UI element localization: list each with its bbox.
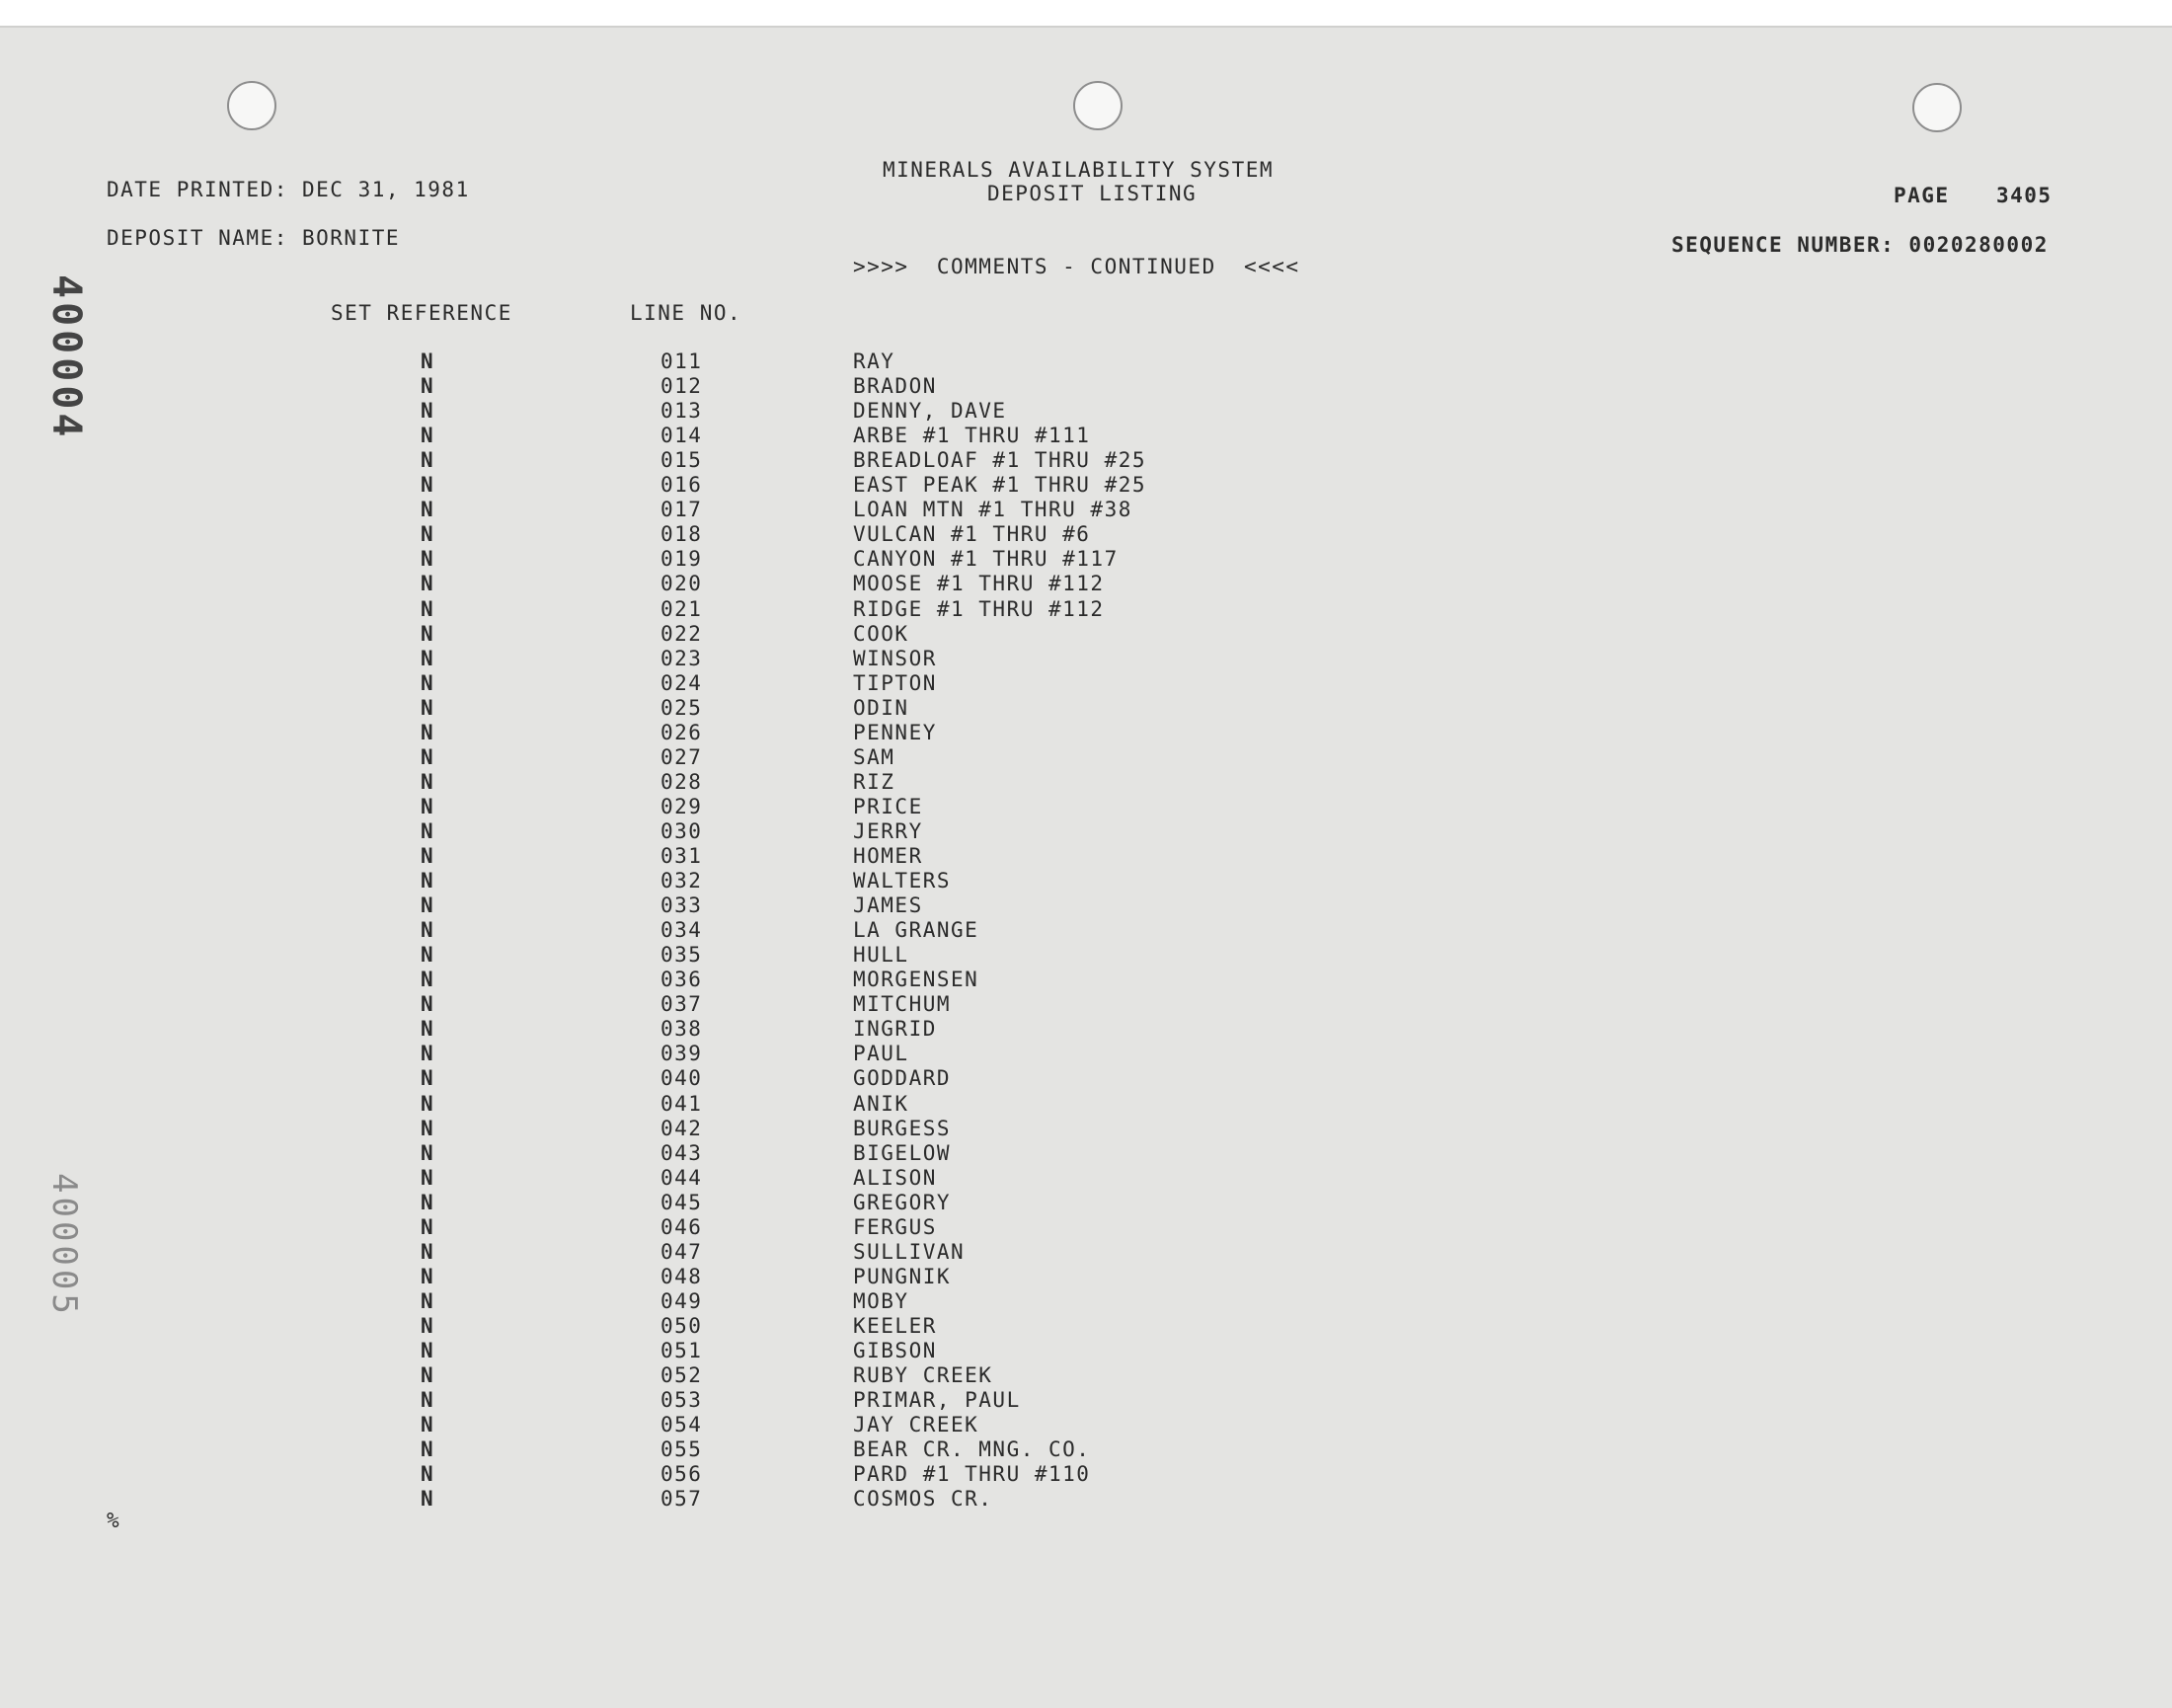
- set-reference-cell: N: [421, 818, 435, 843]
- comment-cell: KEELER: [853, 1313, 937, 1338]
- line-no-cell: 017: [660, 498, 703, 522]
- comment-cell: ALISON: [853, 1165, 937, 1190]
- line-no-cell: 029: [660, 794, 703, 818]
- table-row: [0, 918, 1283, 943]
- set-reference-cell: N: [421, 769, 435, 794]
- set-reference-cell: N: [421, 646, 435, 670]
- binder-hole-center: [1073, 81, 1123, 130]
- set-reference-cell: N: [421, 1437, 435, 1462]
- line-no-cell: 053: [660, 1388, 703, 1413]
- table-row: [0, 1289, 1283, 1314]
- table-row: [0, 597, 1283, 622]
- line-no-cell: 015: [660, 448, 703, 473]
- set-reference-cell: N: [421, 498, 435, 522]
- set-reference-cell: N: [421, 522, 435, 547]
- line-no-cell: 044: [660, 1165, 703, 1190]
- table-row: [0, 1314, 1283, 1339]
- line-no-cell: 016: [660, 473, 703, 498]
- section-title: >>>> COMMENTS - CONTINUED <<<<: [853, 255, 1300, 278]
- comment-cell: WALTERS: [853, 869, 952, 893]
- comment-cell: COOK: [853, 621, 909, 646]
- set-reference-cell: N: [421, 621, 435, 646]
- table-row: [0, 1042, 1283, 1066]
- line-no-cell: 021: [660, 596, 703, 621]
- set-reference-cell: N: [421, 844, 435, 868]
- line-no-cell: 020: [660, 572, 703, 596]
- margin-stamp-lower: 400005: [44, 1173, 84, 1318]
- table-row: [0, 893, 1283, 918]
- system-title: MINERALS AVAILABILITY SYSTEM: [883, 158, 1275, 182]
- table-row: [0, 1215, 1283, 1240]
- set-reference-cell: N: [421, 1462, 435, 1487]
- comment-cell: PARD #1 THRU #110: [853, 1462, 1091, 1487]
- set-reference-cell: N: [421, 448, 435, 473]
- table-row: [0, 1462, 1283, 1487]
- page-label: PAGE: [1894, 184, 1950, 207]
- table-row: [0, 844, 1283, 869]
- set-reference-cell: N: [421, 918, 435, 943]
- set-reference-cell: N: [421, 374, 435, 399]
- line-no-cell: 034: [660, 918, 703, 943]
- line-no-cell: 046: [660, 1214, 703, 1239]
- table-row: [0, 1240, 1283, 1265]
- set-reference-cell: N: [421, 1042, 435, 1066]
- line-no-cell: 011: [660, 349, 703, 373]
- line-no-cell: 040: [660, 1066, 703, 1091]
- table-row: [0, 1388, 1283, 1413]
- table-row: [0, 1117, 1283, 1141]
- table-row: [0, 1413, 1283, 1437]
- table-row: [0, 671, 1283, 696]
- set-reference-cell: N: [421, 1264, 435, 1288]
- set-reference-cell: N: [421, 1313, 435, 1338]
- set-reference-cell: N: [421, 992, 435, 1017]
- comment-cell: ODIN: [853, 695, 909, 720]
- table-row: [0, 745, 1283, 770]
- line-no-cell: 031: [660, 844, 703, 868]
- table-row: [0, 770, 1283, 795]
- table-row: [0, 424, 1283, 448]
- comment-cell: PUNGNIK: [853, 1264, 952, 1288]
- set-reference-cell: N: [421, 1116, 435, 1140]
- line-no-cell: 033: [660, 893, 703, 918]
- binder-hole-right: [1912, 83, 1962, 132]
- comment-cell: PAUL: [853, 1042, 909, 1066]
- set-reference-cell: N: [421, 744, 435, 769]
- line-no-cell: 025: [660, 695, 703, 720]
- set-reference-cell: N: [421, 1363, 435, 1388]
- line-no-cell: 041: [660, 1091, 703, 1116]
- line-no-cell: 048: [660, 1264, 703, 1288]
- comment-cell: JAY CREEK: [853, 1413, 979, 1437]
- line-no-cell: 045: [660, 1190, 703, 1214]
- comment-cell: LOAN MTN #1 THRU #38: [853, 498, 1132, 522]
- comment-cell: ANIK: [853, 1091, 909, 1116]
- comment-cell: LA GRANGE: [853, 918, 979, 943]
- page-number: 3405: [1996, 184, 2053, 207]
- set-reference-cell: N: [421, 1487, 435, 1512]
- line-no-cell: 023: [660, 646, 703, 670]
- table-row: [0, 1487, 1283, 1512]
- line-no-cell: 027: [660, 744, 703, 769]
- comment-cell: BRADON: [853, 374, 937, 399]
- comment-cell: TIPTON: [853, 670, 937, 695]
- comment-cell: FERGUS: [853, 1214, 937, 1239]
- set-reference-cell: N: [421, 720, 435, 744]
- table-row: [0, 1141, 1283, 1166]
- set-reference-cell: N: [421, 547, 435, 572]
- set-reference-cell: N: [421, 596, 435, 621]
- listing-title: DEPOSIT LISTING: [987, 182, 1198, 205]
- table-row: [0, 819, 1283, 844]
- comment-cell: ARBE #1 THRU #111: [853, 424, 1091, 448]
- comment-cell: EAST PEAK #1 THRU #25: [853, 473, 1147, 498]
- set-reference-cell: N: [421, 399, 435, 424]
- comment-cell: BEAR CR. MNG. CO.: [853, 1437, 1091, 1462]
- binder-hole-left: [227, 81, 276, 130]
- set-reference-cell: N: [421, 473, 435, 498]
- line-no-cell: 055: [660, 1437, 703, 1462]
- table-row: [0, 943, 1283, 968]
- set-reference-cell: N: [421, 424, 435, 448]
- table-row: [0, 795, 1283, 819]
- line-no-cell: 030: [660, 818, 703, 843]
- set-reference-cell: N: [421, 1165, 435, 1190]
- set-reference-cell: N: [421, 893, 435, 918]
- line-no-cell: 026: [660, 720, 703, 744]
- comment-cell: VULCAN #1 THRU #6: [853, 522, 1091, 547]
- comment-cell: MORGENSEN: [853, 968, 979, 992]
- comment-cell: SAM: [853, 744, 895, 769]
- line-no-cell: 035: [660, 943, 703, 968]
- margin-stamp-upper: 400004: [43, 274, 89, 441]
- comment-cell: BREADLOAF #1 THRU #25: [853, 448, 1147, 473]
- set-reference-cell: N: [421, 794, 435, 818]
- line-no-cell: 054: [660, 1413, 703, 1437]
- deposit-name: DEPOSIT NAME: BORNITE: [107, 226, 401, 250]
- line-no-cell: 024: [660, 670, 703, 695]
- set-reference-cell: N: [421, 968, 435, 992]
- set-reference-cell: N: [421, 869, 435, 893]
- table-row: [0, 869, 1283, 893]
- line-no-cell: 019: [660, 547, 703, 572]
- set-reference-cell: N: [421, 1066, 435, 1091]
- sequence-number: SEQUENCE NUMBER: 0020280002: [1671, 233, 2049, 257]
- set-reference-cell: N: [421, 1239, 435, 1264]
- table-row: [0, 374, 1283, 399]
- line-no-cell: 050: [660, 1313, 703, 1338]
- set-reference-cell: N: [421, 695, 435, 720]
- set-reference-cell: N: [421, 1413, 435, 1437]
- table-row: [0, 992, 1283, 1017]
- column-header-set-reference: SET REFERENCE: [331, 301, 512, 325]
- column-header-line-no: LINE NO.: [630, 301, 742, 325]
- comment-cell: HOMER: [853, 844, 923, 868]
- line-no-cell: 043: [660, 1140, 703, 1165]
- set-reference-cell: N: [421, 349, 435, 373]
- line-no-cell: 056: [660, 1462, 703, 1487]
- line-no-cell: 022: [660, 621, 703, 646]
- table-row: [0, 399, 1283, 424]
- set-reference-cell: N: [421, 1339, 435, 1362]
- table-row: [0, 1017, 1283, 1042]
- comment-cell: GREGORY: [853, 1190, 952, 1214]
- set-reference-cell: N: [421, 1140, 435, 1165]
- comment-cell: GIBSON: [853, 1339, 937, 1362]
- comment-cell: WINSOR: [853, 646, 937, 670]
- table-row: [0, 1437, 1283, 1462]
- set-reference-cell: N: [421, 943, 435, 968]
- set-reference-cell: N: [421, 1017, 435, 1042]
- comment-cell: PRICE: [853, 794, 923, 818]
- printout-page: [0, 26, 2172, 1708]
- table-row: [0, 968, 1283, 992]
- line-no-cell: 038: [660, 1017, 703, 1042]
- comment-cell: HULL: [853, 943, 909, 968]
- comment-cell: GODDARD: [853, 1066, 952, 1091]
- table-row: [0, 522, 1283, 547]
- comment-cell: PRIMAR, PAUL: [853, 1388, 1021, 1413]
- table-row: [0, 1191, 1283, 1215]
- line-no-cell: 042: [660, 1116, 703, 1140]
- set-reference-cell: N: [421, 572, 435, 596]
- table-row: [0, 622, 1283, 647]
- comment-cell: RUBY CREEK: [853, 1363, 993, 1388]
- date-printed: DATE PRINTED: DEC 31, 1981: [107, 178, 470, 201]
- comment-cell: INGRID: [853, 1017, 937, 1042]
- table-row: [0, 1363, 1283, 1388]
- table-row: [0, 547, 1283, 572]
- comment-cell: MITCHUM: [853, 992, 952, 1017]
- table-row: [0, 572, 1283, 596]
- line-no-cell: 032: [660, 869, 703, 893]
- comment-cell: PENNEY: [853, 720, 937, 744]
- table-row: [0, 349, 1283, 374]
- line-no-cell: 057: [660, 1487, 703, 1512]
- comment-cell: MOOSE #1 THRU #112: [853, 572, 1105, 596]
- set-reference-cell: N: [421, 1091, 435, 1116]
- table-row: [0, 1265, 1283, 1289]
- set-reference-cell: N: [421, 1214, 435, 1239]
- set-reference-cell: N: [421, 670, 435, 695]
- table-row: [0, 473, 1283, 498]
- comment-cell: DENNY, DAVE: [853, 399, 1007, 424]
- comment-cell: RIZ: [853, 769, 895, 794]
- set-reference-cell: N: [421, 1288, 435, 1313]
- line-no-cell: 037: [660, 992, 703, 1017]
- line-no-cell: 013: [660, 399, 703, 424]
- line-no-cell: 018: [660, 522, 703, 547]
- comment-cell: SULLIVAN: [853, 1239, 966, 1264]
- table-row: [0, 1339, 1283, 1363]
- line-no-cell: 036: [660, 968, 703, 992]
- table-row: [0, 1066, 1283, 1091]
- comment-cell: BIGELOW: [853, 1140, 952, 1165]
- table-row: [0, 647, 1283, 671]
- line-no-cell: 052: [660, 1363, 703, 1388]
- line-no-cell: 051: [660, 1339, 703, 1362]
- line-no-cell: 028: [660, 769, 703, 794]
- footer-mark: %: [107, 1509, 121, 1532]
- line-no-cell: 047: [660, 1239, 703, 1264]
- comment-cell: JERRY: [853, 818, 923, 843]
- set-reference-cell: N: [421, 1190, 435, 1214]
- table-row: [0, 448, 1283, 473]
- table-row: [0, 498, 1283, 522]
- line-no-cell: 039: [660, 1042, 703, 1066]
- table-row: [0, 721, 1283, 745]
- comment-cell: RAY: [853, 349, 895, 373]
- comment-cell: CANYON #1 THRU #117: [853, 547, 1119, 572]
- comment-cell: JAMES: [853, 893, 923, 918]
- comment-cell: MOBY: [853, 1288, 909, 1313]
- table-row: [0, 696, 1283, 721]
- comment-cell: COSMOS CR.: [853, 1487, 993, 1512]
- table-row: [0, 1092, 1283, 1117]
- line-no-cell: 012: [660, 374, 703, 399]
- comment-cell: BURGESS: [853, 1116, 952, 1140]
- line-no-cell: 014: [660, 424, 703, 448]
- line-no-cell: 049: [660, 1288, 703, 1313]
- comment-cell: RIDGE #1 THRU #112: [853, 596, 1105, 621]
- table-row: [0, 1166, 1283, 1191]
- set-reference-cell: N: [421, 1388, 435, 1413]
